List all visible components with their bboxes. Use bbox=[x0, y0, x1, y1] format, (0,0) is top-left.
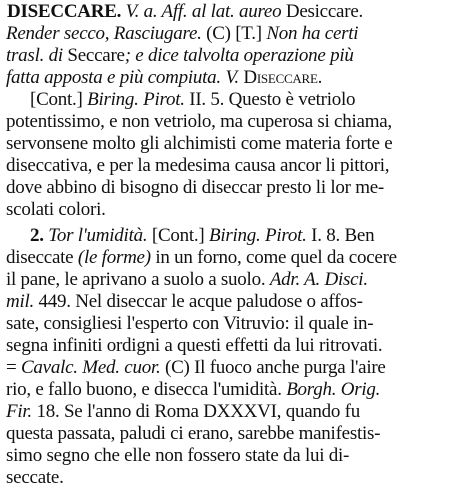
latin-etymon: Desiccare. bbox=[285, 1, 363, 22]
definition: Render secco, Rasciugare. bbox=[6, 23, 202, 44]
entry-line-12: diseccate (le forme) in un forno, come quel da cocere bbox=[6, 247, 397, 268]
entry-line-13: il pane, le aprivano a suolo a suolo. Adr. A. Disci. bbox=[6, 269, 368, 290]
entry-line-1 bbox=[7, 1, 476, 23]
source-marker-c: (C) bbox=[206, 23, 231, 44]
entry-line-20: questa passata, paludi ci erano, sarebbe manifestis- bbox=[6, 423, 381, 444]
entry-line-10: scolati colori. bbox=[6, 199, 106, 220]
entry-line-11: 2. Tor l'umidità. [Cont.] Biring. Pirot. I. 8. Ben bbox=[30, 225, 375, 246]
entry-line-15: sate, consigliesi l'esperto con Vitruvio: il quale in- bbox=[6, 313, 374, 334]
entry-line-5: [Cont.] Biring. Pirot. II. 5. Questo è vetriolo bbox=[30, 89, 356, 110]
usage-note: Non ha certi bbox=[266, 23, 359, 44]
citation-source: Cavalc. Med. cuor. bbox=[20, 357, 161, 378]
cross-ref-seccare: Seccare bbox=[67, 45, 125, 66]
entry-line-6: potentissimo, e non vetriolo, ma cuperosa si chiama, bbox=[6, 111, 392, 132]
citation-source: Biring. Pirot. bbox=[87, 89, 185, 110]
entry-line-7: servonsene molto gli alchimisti come materia forte e bbox=[6, 133, 393, 154]
entry-line-14: mil. 449. Nel diseccar le acque paludose o affos- bbox=[6, 291, 363, 312]
entry-line-21: simo segno che elle non fossero state da lui di- bbox=[6, 445, 350, 466]
grammar-label: V. a. Aff. al lat. aureo bbox=[125, 1, 282, 22]
entry-line-22: seccate. bbox=[6, 467, 64, 488]
entry-line-17: = Cavalc. Med. cuor. (C) Il fuoco anche purga l'aire bbox=[6, 357, 386, 378]
sense-definition: Tor l'umidità. bbox=[48, 225, 148, 246]
source-marker-t: [T.] bbox=[235, 23, 262, 44]
citation-source: Borgh. Orig. bbox=[286, 379, 381, 400]
entry-line-2 bbox=[6, 23, 476, 45]
sense-number: 2. bbox=[30, 225, 44, 246]
roman-year: DXXXVI, bbox=[203, 401, 282, 422]
headword: DISECCARE. bbox=[7, 1, 122, 22]
section-marker: = bbox=[6, 357, 17, 378]
citation-source: Adr. A. Disci. bbox=[269, 269, 368, 290]
cross-ref-diseccare: Diseccare. bbox=[243, 67, 323, 88]
entry-line-3: trasl. di Seccare; e dice talvolta operazione più bbox=[6, 45, 354, 66]
entry-line-8: diseccativa, e per la medesima causa ancor li pittori, bbox=[6, 155, 390, 176]
source-tag: [Cont.] bbox=[30, 89, 83, 110]
entry-line-18: rio, e fallo buono, e disecca l'umidità. Borgh. Orig. bbox=[6, 379, 381, 400]
entry-line-16: segna infiniti ordigni a questi effetti da lui ritrovati. bbox=[6, 335, 383, 356]
entry-line-4: fatta apposta e più compiuta. V. Diseccare. bbox=[6, 67, 323, 88]
citation-source: Biring. Pirot. bbox=[208, 225, 307, 246]
entry-line-19: Fir. 18. Se l'anno di Roma DXXXVI, quando fu bbox=[6, 401, 360, 422]
entry-line-9: dove abbino di bisogno di diseccar presto li lor me- bbox=[6, 177, 384, 198]
